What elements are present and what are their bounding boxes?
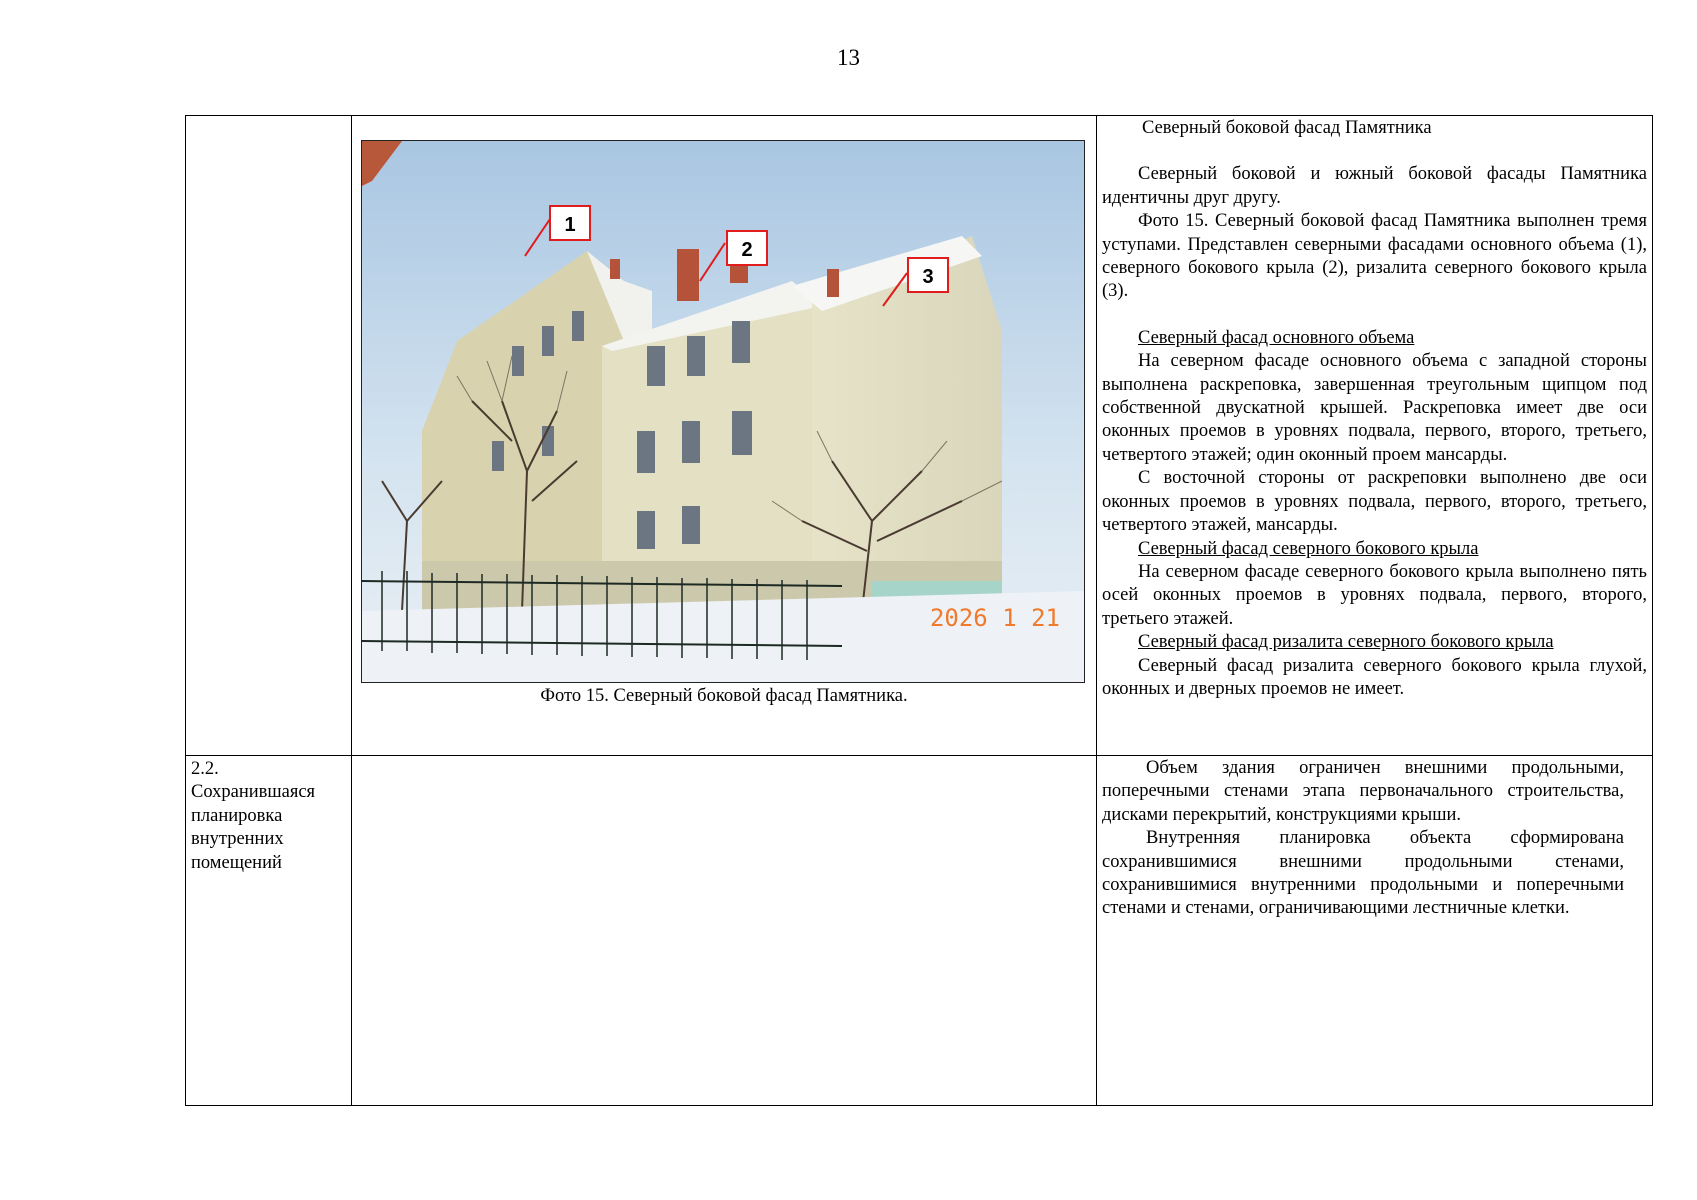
row2-empty-cell bbox=[352, 756, 1097, 1106]
marker-3: 3 bbox=[922, 266, 934, 288]
paragraph: С восточной стороны от раскреповки выполнено две оси оконных проемов в уровнях подвала, первого, второго, третьего, четвертого этажей, мансарды. bbox=[1102, 468, 1647, 536]
photo-date-stamp: 2026 1 21 bbox=[929, 604, 1060, 632]
section-title: Северный боковой фасад Памятника bbox=[1142, 118, 1432, 138]
paragraph: На северном фасаде северного бокового крыла выполнено пять осей оконных проемов в уровнях подвала, первого, второго, третьего этажей. bbox=[1102, 561, 1647, 629]
table-row bbox=[186, 116, 1653, 756]
paragraph: Северный фасад ризалита северного бокового крыла глухой, оконных и дверных проемов не имеет. bbox=[1102, 655, 1647, 699]
photo-caption: Фото 15. Северный боковой фасад Памятника. bbox=[540, 686, 908, 706]
row1-label-cell bbox=[186, 116, 352, 756]
row1-description-cell bbox=[1097, 116, 1653, 756]
subheading-main-volume: Северный фасад основного объема bbox=[1138, 327, 1415, 348]
row2-description-cell bbox=[1097, 756, 1653, 1106]
page-number: 13 bbox=[837, 45, 860, 70]
table-row bbox=[186, 756, 1653, 1106]
paragraph: На северном фасаде основного объема с западной стороны выполнена раскреповка, завершенная треугольным щипцом под собственной двускатной крышей. Раскреповка имеет две оси оконных проемов в уровнях подвала, первого, второго, третьего, четвертого этажей; один оконный проем мансарды. bbox=[1102, 351, 1647, 465]
section-label: Сохранившаяся планировка внутренних помещений bbox=[191, 782, 316, 873]
marker-2: 2 bbox=[741, 239, 753, 261]
subheading-risalit: Северный фасад ризалита северного бокового крыла bbox=[1138, 632, 1554, 653]
paragraph: Внутренняя планировка объекта сформирована сохранившимися внешними продольными стенами, сохранившимися внутренними продольными и поперечными стенами и стенами, ограничивающими лестничные клетки. bbox=[1102, 828, 1624, 919]
paragraph: Фото 15. Северный боковой фасад Памятника выполнен тремя уступами. Представлен северными фасадами основного объема (1), северного бокового крыла (2), ризалита северного бокового крыла (3). bbox=[1102, 211, 1647, 302]
marker-1: 1 bbox=[564, 214, 576, 236]
document-table bbox=[185, 115, 1653, 1106]
section-number: 2.2. bbox=[191, 759, 219, 779]
row1-photo-cell bbox=[352, 116, 1097, 756]
paragraph: Северный боковой и южный боковой фасады Памятника идентичны друг другу. bbox=[1102, 164, 1647, 208]
paragraph: Объем здания ограничен внешними продольными, поперечными стенами этапа первоначального строительства, дисками перекрытий, конструкциями крыши. bbox=[1102, 758, 1624, 825]
facade-photo bbox=[361, 140, 1085, 683]
subheading-side-wing: Северный фасад северного бокового крыла bbox=[1138, 538, 1479, 559]
row2-label-cell bbox=[186, 756, 352, 1106]
